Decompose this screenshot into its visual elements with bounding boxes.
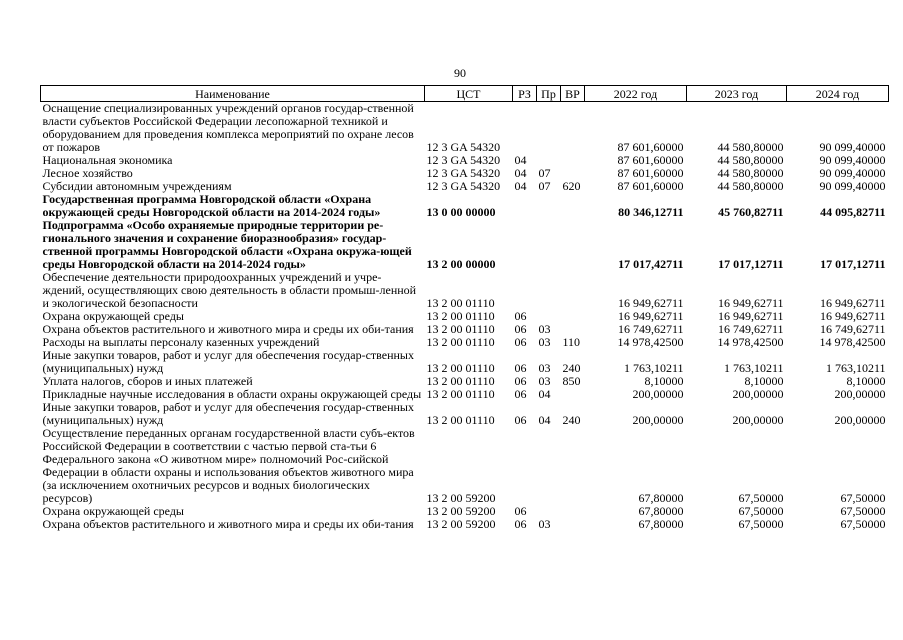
row-pr: 07 — [538, 166, 551, 180]
row-rz — [513, 102, 537, 155]
table-row — [41, 219, 889, 271]
row-rz: 06 — [514, 517, 527, 531]
table-row — [41, 349, 889, 375]
row-name: Государственная программа Новгородской области «Охрана окружающей среды Новгородской области на 2014-2024 годы» — [42, 192, 381, 219]
row-cst: 13 2 00 59200 — [426, 491, 496, 505]
header-name: Наименование — [41, 86, 425, 102]
row-rz: 06 — [514, 413, 527, 427]
row-2024: 200,00000 — [834, 413, 886, 427]
row-pr: 03 — [538, 335, 551, 349]
row-2024: 90 099,40000 — [819, 153, 886, 167]
row-2023: 45 760,82711 — [718, 205, 784, 219]
row-2022: 87 601,60000 — [617, 166, 684, 180]
header-2024: 2024 год — [787, 86, 889, 102]
header-2023: 2023 год — [687, 86, 787, 102]
row-2023: 44 580,80000 — [717, 179, 784, 193]
row-cst: 13 2 00 59200 — [426, 517, 496, 531]
row-name: Расходы на выплаты персоналу казенных учреждений — [42, 335, 320, 349]
row-2022: 67,80000 — [638, 504, 684, 518]
row-pr — [537, 271, 561, 310]
header-pr: Пр — [537, 86, 561, 102]
row-cst: 13 2 00 00000 — [426, 257, 496, 271]
row-name: Охрана окружающей среды — [42, 309, 184, 323]
row-cst: 13 0 00 00000 — [426, 205, 496, 219]
row-2024: 8,10000 — [846, 374, 886, 388]
row-2022: 87 601,60000 — [617, 153, 684, 167]
row-vr — [561, 505, 585, 518]
row-pr: 07 — [538, 179, 551, 193]
row-2024: 67,50000 — [840, 504, 886, 518]
row-rz: 06 — [514, 361, 527, 375]
table-row — [41, 427, 889, 505]
row-name: Охрана объектов растительного и животного мира и среды их оби-тания — [42, 517, 414, 531]
row-name: Охрана окружающей среды — [42, 504, 184, 518]
row-cst: 13 2 00 01110 — [426, 413, 495, 427]
table-row — [41, 518, 889, 531]
row-rz: 06 — [514, 322, 527, 336]
row-2023: 67,50000 — [738, 517, 784, 531]
row-cst: 12 3 GA 54320 — [426, 140, 501, 154]
row-vr — [561, 219, 585, 271]
row-name: Осуществление переданных органам государственной власти субъ-ектов Российской Федерации в соответствии с частью первой ста-тьи 6 Федерального закона «О животном мире» полномочий Рос-сийской Федерации в области охраны и использования объектов животного мира (за исключением охотничьих ресурсов и водных биологических ресурсов) — [42, 426, 415, 505]
row-2024: 44 095,82711 — [820, 205, 886, 219]
row-2022: 200,00000 — [632, 387, 684, 401]
row-2023: 14 978,42500 — [717, 335, 784, 349]
row-name: Подпрограмма «Особо охраняемые природные территории ре-гионального значения и сохранение биоразнообразия» государ-ственной программы Новгородской области «Охрана окружа-ющей среды Новгородской области на 2014-2024 годы» — [42, 218, 412, 271]
row-name: Уплата налогов, сборов и иных платежей — [42, 374, 253, 388]
row-cst: 12 3 GA 54320 — [426, 179, 501, 193]
row-vr — [561, 193, 585, 219]
page-number: 90 — [454, 66, 466, 80]
row-2023: 67,50000 — [738, 491, 784, 505]
row-pr: 03 — [538, 361, 551, 375]
row-rz: 06 — [514, 374, 527, 388]
row-rz — [513, 271, 537, 310]
row-name: Лесное хозяйство — [42, 166, 133, 180]
row-2024: 16 949,62711 — [819, 296, 886, 310]
row-2022: 17 017,42711 — [618, 257, 684, 271]
row-name: Субсидии автономным учреждениям — [42, 179, 232, 193]
row-vr — [561, 388, 585, 401]
row-2022: 80 346,12711 — [618, 205, 684, 219]
row-rz: 04 — [514, 153, 527, 167]
header-rz: РЗ — [513, 86, 537, 102]
row-rz: 04 — [514, 166, 527, 180]
header-2022: 2022 год — [585, 86, 687, 102]
row-2024: 17 017,12711 — [820, 257, 886, 271]
row-name: Национальная экономика — [42, 153, 173, 167]
table-header-row — [41, 86, 889, 102]
row-vr: 110 — [562, 335, 581, 349]
row-2022: 16 949,62711 — [617, 296, 684, 310]
row-cst: 12 3 GA 54320 — [426, 166, 501, 180]
row-vr — [561, 518, 585, 531]
row-cst: 13 2 00 01110 — [426, 309, 495, 323]
row-pr — [537, 427, 561, 505]
row-rz: 06 — [514, 387, 527, 401]
table-row — [41, 271, 889, 310]
header-vr: ВР — [561, 86, 585, 102]
row-2023: 16 949,62711 — [717, 296, 784, 310]
row-name: Прикладные научные исследования в области охраны окружающей среды — [42, 387, 422, 401]
row-2023: 200,00000 — [732, 413, 784, 427]
row-rz: 04 — [514, 179, 527, 193]
row-cst: 12 3 GA 54320 — [426, 153, 501, 167]
row-pr — [537, 102, 561, 155]
row-pr: 03 — [538, 374, 551, 388]
row-2022: 200,00000 — [632, 413, 684, 427]
row-vr — [561, 310, 585, 323]
row-2022: 14 978,42500 — [617, 335, 684, 349]
row-2022: 67,80000 — [638, 491, 684, 505]
row-2024: 1 763,10211 — [825, 361, 886, 375]
row-2022: 1 763,10211 — [623, 361, 684, 375]
row-2024: 14 978,42500 — [819, 335, 886, 349]
row-2023: 44 580,80000 — [717, 166, 784, 180]
row-2024: 67,50000 — [840, 517, 886, 531]
row-2022: 8,10000 — [644, 374, 684, 388]
row-cst: 13 2 00 01110 — [426, 374, 495, 388]
row-2023: 17 017,12711 — [718, 257, 784, 271]
row-2024: 16 749,62711 — [819, 322, 886, 336]
row-vr — [561, 271, 585, 310]
row-2022: 16 949,62711 — [617, 309, 684, 323]
row-vr: 240 — [562, 413, 581, 427]
row-2024: 90 099,40000 — [819, 166, 886, 180]
row-2024: 200,00000 — [834, 387, 886, 401]
row-2024: 67,50000 — [840, 491, 886, 505]
row-name: Обеспечение деятельности природоохранных учреждений и учре-ждений, осуществляющих свою деятельность в области промыш-ленной и экологической безопасности — [42, 270, 417, 310]
row-2023: 16 749,62711 — [717, 322, 784, 336]
row-rz — [513, 219, 537, 271]
row-pr — [537, 193, 561, 219]
row-2022: 87 601,60000 — [617, 140, 684, 154]
row-rz — [513, 427, 537, 505]
row-rz: 06 — [514, 504, 527, 518]
row-2023: 200,00000 — [732, 387, 784, 401]
row-vr — [561, 427, 585, 505]
budget-table — [40, 85, 889, 531]
row-2023: 67,50000 — [738, 504, 784, 518]
header-cst: ЦСТ — [425, 86, 513, 102]
row-name: Иные закупки товаров, работ и услуг для обеспечения государ-ственных (муниципальных) нужд — [42, 400, 414, 427]
row-cst: 13 2 00 01110 — [426, 335, 495, 349]
row-2023: 1 763,10211 — [723, 361, 784, 375]
table-row — [41, 193, 889, 219]
row-vr — [561, 154, 585, 167]
row-pr: 04 — [538, 413, 551, 427]
row-2022: 67,80000 — [638, 517, 684, 531]
row-2023: 44 580,80000 — [717, 153, 784, 167]
row-pr: 03 — [538, 322, 551, 336]
row-2023: 44 580,80000 — [717, 140, 784, 154]
table-row — [41, 401, 889, 427]
row-rz: 06 — [514, 335, 527, 349]
row-name: Охрана объектов растительного и животного мира и среды их оби-тания — [42, 322, 414, 336]
row-2022: 16 749,62711 — [617, 322, 684, 336]
row-cst: 13 2 00 59200 — [426, 504, 496, 518]
row-vr: 620 — [562, 179, 581, 193]
row-cst: 13 2 00 01110 — [426, 322, 495, 336]
row-cst: 13 2 00 01110 — [426, 296, 495, 310]
row-rz — [513, 193, 537, 219]
row-pr: 03 — [538, 517, 551, 531]
table-row — [41, 102, 889, 155]
row-pr — [537, 219, 561, 271]
row-2024: 90 099,40000 — [819, 140, 886, 154]
row-2023: 8,10000 — [744, 374, 784, 388]
row-pr: 04 — [538, 387, 551, 401]
row-cst: 13 2 00 01110 — [426, 387, 495, 401]
row-rz: 06 — [514, 309, 527, 323]
row-name: Оснащение специализированных учреждений органов государ-ственной власти субъектов Российской Федерации лесопожарной техникой и оборудованием для проведения комплекса мероприятий по охране лесов от пожаров — [42, 101, 414, 154]
row-cst: 13 2 00 01110 — [426, 361, 495, 375]
row-2022: 87 601,60000 — [617, 179, 684, 193]
row-name: Иные закупки товаров, работ и услуг для обеспечения государ-ственных (муниципальных) нужд — [42, 348, 414, 375]
row-2023: 16 949,62711 — [717, 309, 784, 323]
row-2024: 90 099,40000 — [819, 179, 886, 193]
row-2024: 16 949,62711 — [819, 309, 886, 323]
row-vr — [561, 102, 585, 155]
row-vr: 240 — [562, 361, 581, 375]
row-vr: 850 — [562, 374, 581, 388]
